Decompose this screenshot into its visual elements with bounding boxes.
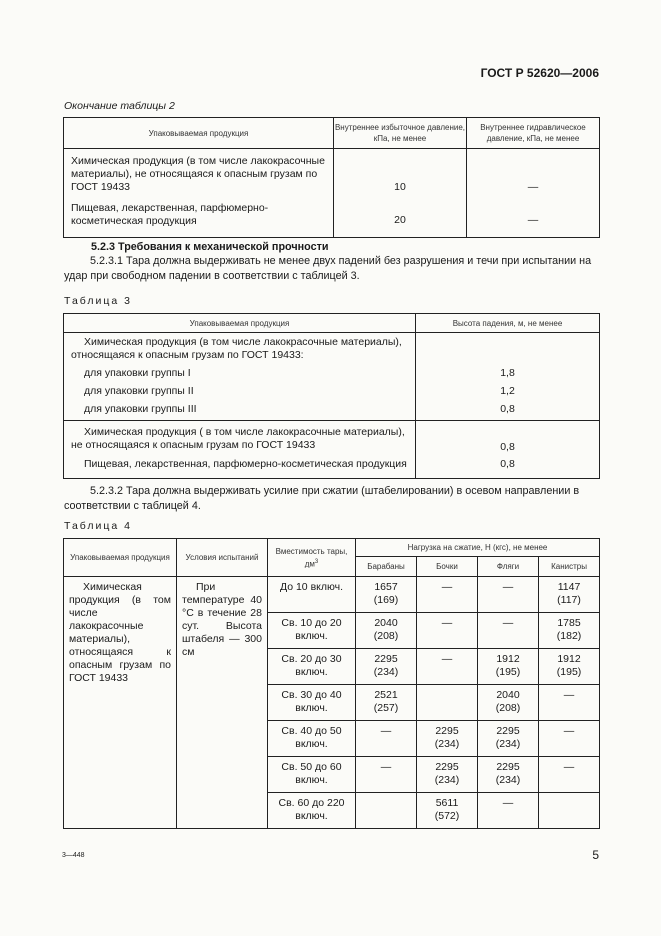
table2-caption: Окончание таблицы 2 [64,100,175,112]
t4-header-flasks: Фляги [478,557,539,577]
t4-header-drums: Барабаны [356,557,417,577]
t4-value-cell: 1147 (117) [539,577,600,613]
t4-value-cell: 2295 (234) [417,721,478,757]
t4-capacity-cell: Св. 60 до 220 включ. [268,793,356,829]
t4-value-cell: — [539,685,600,721]
t4-capacity-cell: Св. 30 до 40 включ. [268,685,356,721]
table-row [64,577,600,613]
section-heading: 5.2.3 Требования к механической прочности [91,241,329,253]
t4-value-cell: 1657 (169) [356,577,417,613]
t4-value-cell: — [417,649,478,685]
t4-capacity-cell: Св. 40 до 50 включ. [268,721,356,757]
table-3: Упаковываемая продукция Высота падения, м, не менее Химическая продукция (в том числе лакокрасочные материалы), относящаяся к опасным грузам по ГОСТ 19433: для упаковки группы I для упаковки группы II для упаковки группы III 1,8 1,2 0,8 Химическая продукция ( в том числе лакокрасочные материалы), не относящаяся к опасным грузам по ГОСТ 19433 0,8 Пищевая, лекарственная, парфюмерно-косметическая продукция 0,8 [63,313,600,479]
t4-value-cell: 5611 (572) [417,793,478,829]
t4-value-cell: 2521 (257) [356,685,417,721]
t2-header-product: Упаковываемая продукция [64,118,334,149]
t4-value-cell: — [539,721,600,757]
table-row: Химическая продукция (в том числе лакокрасочные материалы), относящаяся к опасным грузам по ГОСТ 19433: для упаковки группы I для упаковки группы II для упаковки группы III [64,333,416,421]
t4-header-load: Нагрузка на сжатие, Н (кгс), не менее [356,539,600,557]
t4-header-product: Упаковываемая продукция [64,539,177,577]
t4-value-cell: — [478,793,539,829]
t4-product-cell: Химическая продукция (в том числе лакокрасочные материалы), относящаяся к опасным грузам по ГОСТ 19433 [64,577,177,829]
t4-capacity-cell: Св. 20 до 30 включ. [268,649,356,685]
t4-header-capacity: Вместимость тары, $дм^3$ [268,539,356,577]
t4-value-cell: 1912 (195) [539,649,600,685]
t4-value-cell: — [417,613,478,649]
t4-value-cell: — [539,757,600,793]
t2-header-pressure: Внутреннее избыточное давление, кПа, не менее [334,118,467,149]
t4-value-cell: — [417,577,478,613]
t4-value-cell [417,685,478,721]
standard-number: ГОСТ Р 52620—2006 [480,66,599,80]
t4-value-cell: — [478,577,539,613]
footer-code: 3—448 [62,852,85,859]
table-row: Химическая продукция (в том числе лакокрасочные материалы), не относящаяся к опасным грузам по ГОСТ 19433 [64,149,334,195]
t4-value-cell: 2295 (234) [478,721,539,757]
table-4 [63,538,600,829]
t4-conditions-cell: При температуре 40 °С в течение 28 сут. Высота штабеля — 300 см [177,577,268,829]
t4-value-cell: 1912 (195) [478,649,539,685]
paragraph-5-2-3-1: 5.2.3.1 Тара должна выдерживать не менее двух падений без разрушения и течи при испытании на удар при свободном падении в соответствии с таблицей 3. [64,255,592,282]
t4-value-cell: 2040 (208) [478,685,539,721]
t4-value-cell: 1785 (182) [539,613,600,649]
t4-header-barrels: Бочки [417,557,478,577]
table-row: Пищевая, лекарственная, парфюмерно-косметическая продукция [64,194,334,237]
t4-value-cell: 2295 (234) [356,649,417,685]
t4-value-cell: 2040 (208) [356,613,417,649]
t3-header-product: Упаковываемая продукция [64,314,416,333]
t4-value-cell: — [478,613,539,649]
table3-caption: Таблица 3 [64,295,132,307]
t3-header-height: Высота падения, м, не менее [416,314,600,333]
t4-value-cell: — [356,757,417,793]
page-number: 5 [592,848,599,862]
t4-capacity-cell: До 10 включ. [268,577,356,613]
table4-caption: Таблица 4 [64,520,132,532]
t4-value-cell [539,793,600,829]
t4-value-cell: 2295 (234) [417,757,478,793]
t4-header-conditions: Условия испытаний [177,539,268,577]
table-row: Пищевая, лекарственная, парфюмерно-косметическая продукция [64,454,416,478]
t4-capacity-cell: Св. 10 до 20 включ. [268,613,356,649]
t2-header-hydraulic: Внутреннее гидравлическое давление, кПа, не менее [467,118,600,149]
t4-capacity-cell: Св. 50 до 60 включ. [268,757,356,793]
t4-value-cell [356,793,417,829]
table-2: Упаковываемая продукция Внутреннее избыточное давление, кПа, не менее Внутреннее гидравлическое давление, кПа, не менее Химическая продукция (в том числе лакокрасочные материалы), не относящаяся к опасным грузам по ГОСТ 19433 10 — Пищевая, лекарственная, парфюмерно-косметическая продукция 20 — [63,117,600,238]
table-row: Химическая продукция ( в том числе лакокрасочные материалы), не относящаяся к опасным грузам по ГОСТ 19433 [64,421,416,455]
paragraph-5-2-3-2: 5.2.3.2 Тара должна выдерживать усилие при сжатии (штабелировании) в осевом направлении в соответствии с таблицей 4. [64,485,580,512]
t4-value-cell: 2295 (234) [478,757,539,793]
t4-value-cell: — [356,721,417,757]
t4-header-canisters: Канистры [539,557,600,577]
